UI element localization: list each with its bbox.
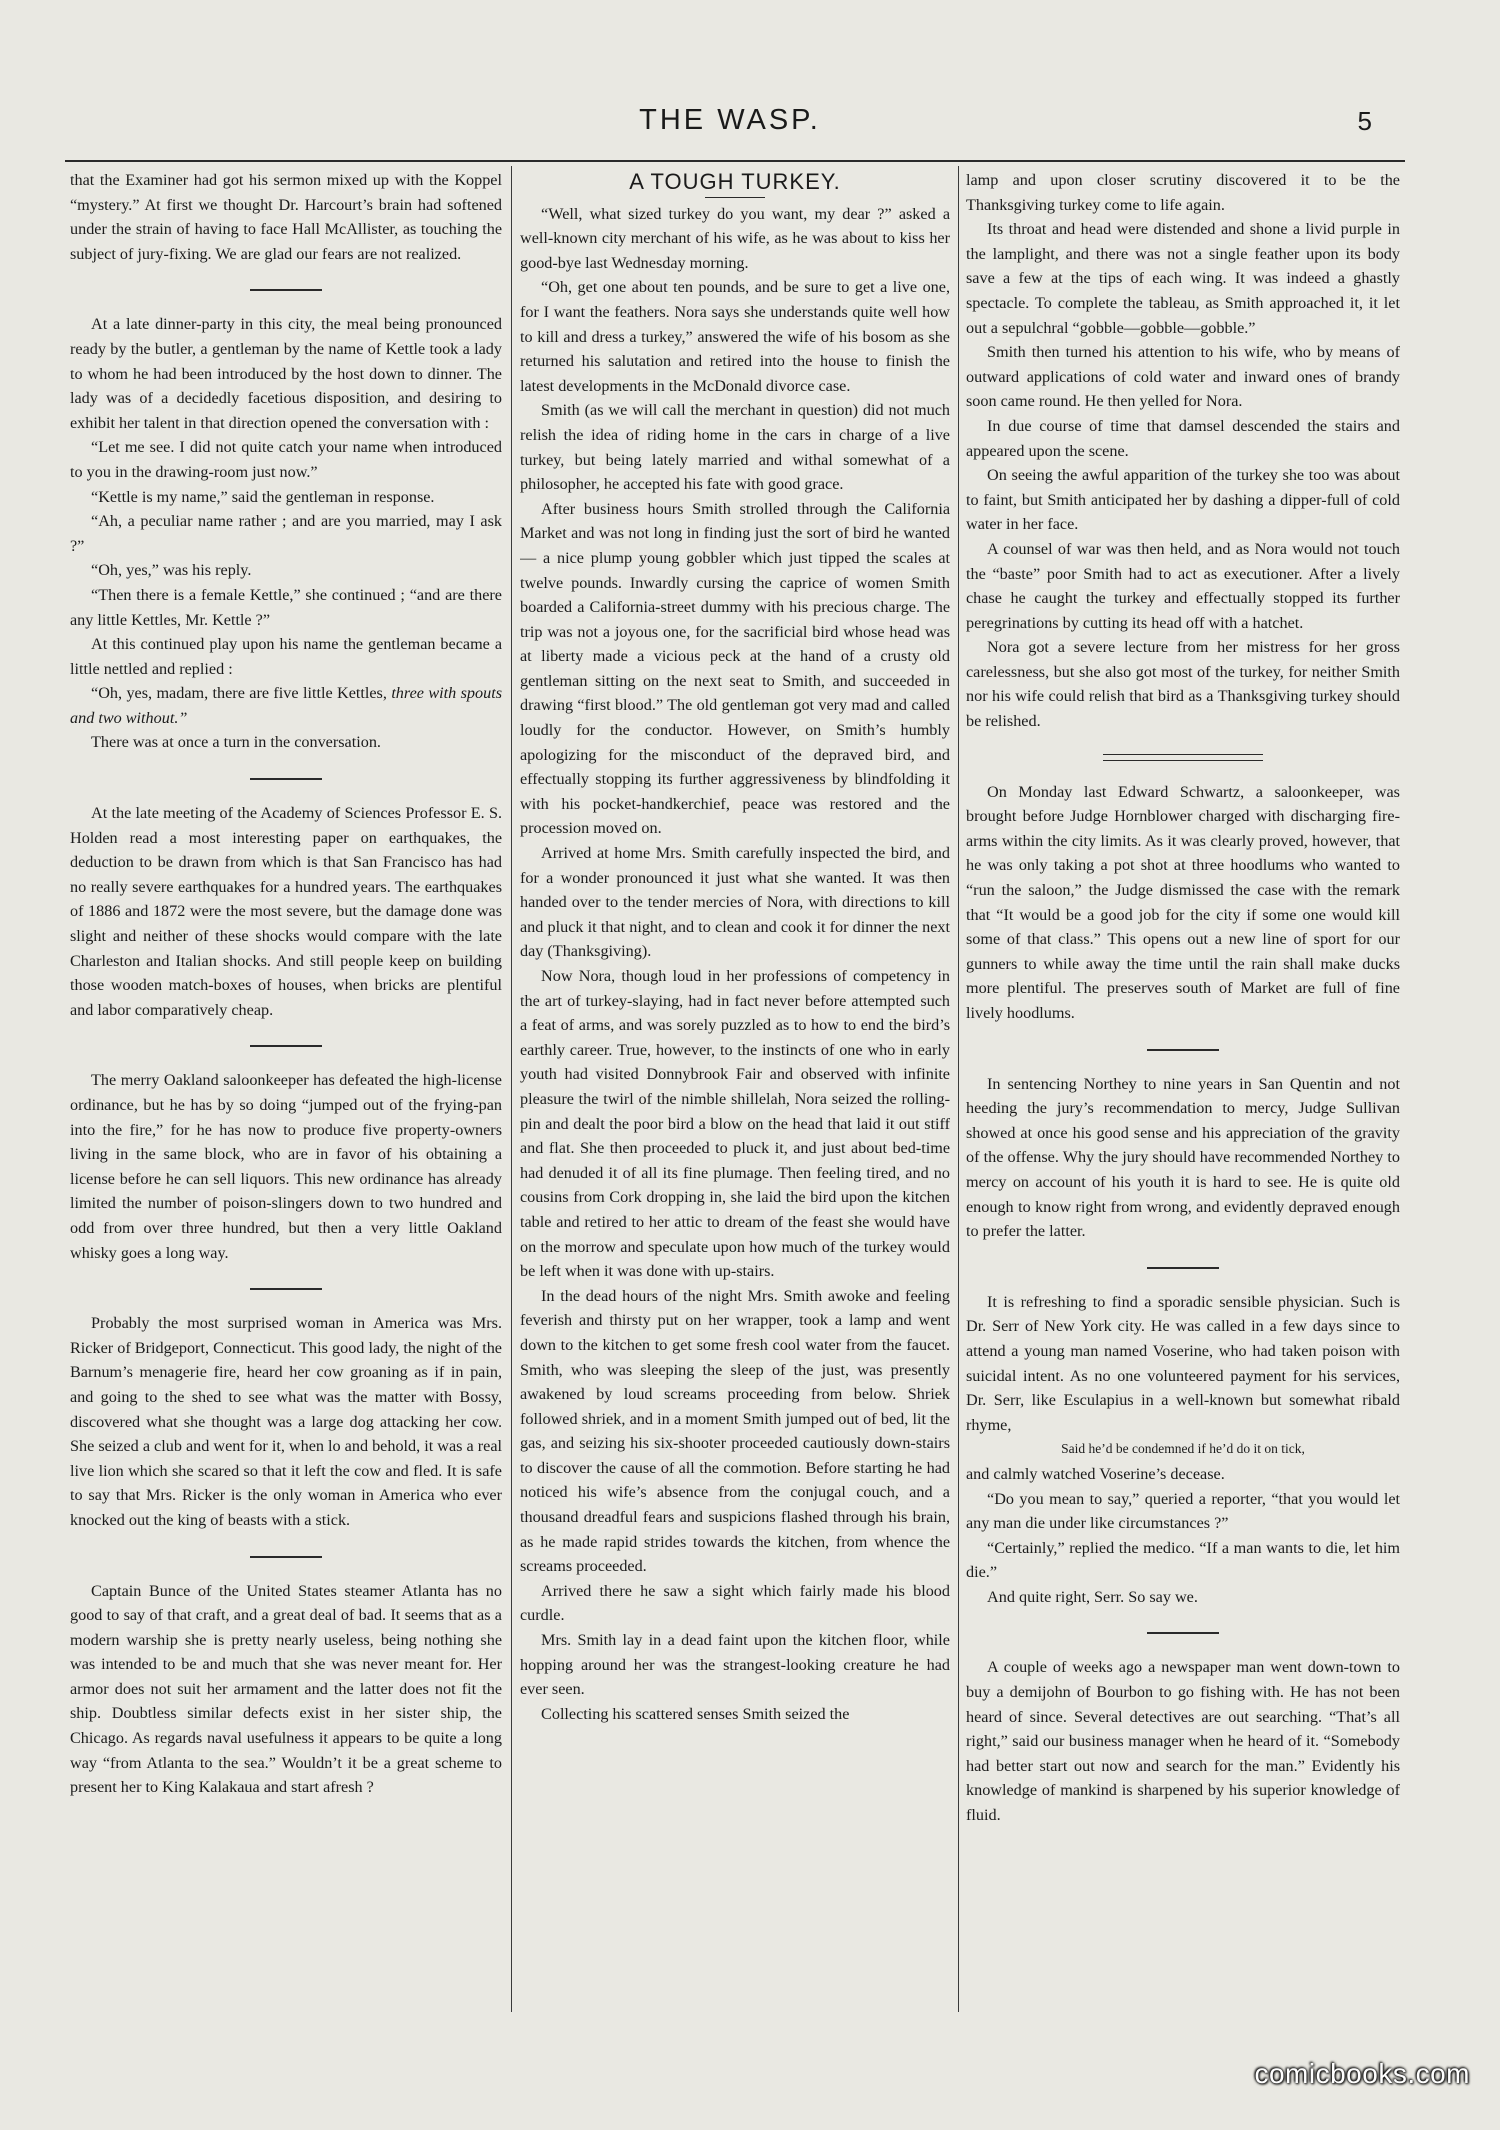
paragraph: that the Examiner had got his sermon mixed up with the Koppel “mystery.” At first we thought Dr. Harcourt’s brain had softened under the strain of having to face Hall McAllister, as touching the subject of jury-fixing. We are glad our fears are not realized.	[70, 171, 502, 263]
watermark: comicbooks.com	[1254, 2058, 1470, 2089]
paragraph: A couple of weeks ago a newspaper man went down-town to buy a demijohn of Bourbon to go fishing with. He has not been heard of since. Several detectives are out searching. “That’s all right,” said our business manager when he heard of it. “Somebody had better start out now and search for the man.” Evidently his knowledge of mankind is sharpened by his superior knowledge of fluid.	[966, 1658, 1400, 1825]
column-divider	[511, 166, 512, 2012]
paragraph: “Then there is a female Kettle,” she continued ; “and are there any little Kettles, Mr. Kettle ?”	[70, 585, 502, 629]
paragraph: There was at once a turn in the conversation.	[91, 733, 381, 752]
verse-line: Said he’d be condemned if he’d do it on tick,	[1061, 1441, 1305, 1457]
paragraph	[70, 681, 502, 730]
page-header	[60, 100, 1400, 148]
separator-rule	[250, 289, 322, 291]
masthead-title: THE WASP.	[639, 104, 821, 136]
paragraph: The merry Oakland saloonkeeper has defeated the high-license ordinance, but he has by so doing “jumped out of the frying-pan into the fire,” for he has now to produce five property-owners living in the same block, who are in favor of his obtaining a license before he can sell liquors. This new ordinance has already limited the number of poison-slingers down to two hundred and odd from over three hundred, but then a very little Oakland whisky goes a long way.	[70, 1071, 502, 1262]
separator-rule	[1147, 1049, 1219, 1051]
header-rule	[65, 160, 1405, 162]
paragraph: and calmly watched Voserine’s decease.	[966, 1464, 1225, 1483]
paragraph: Probably the most surprised woman in America was Mrs. Ricker of Bridgeport, Connecticut. This good lady, the night of the Barnum’s menagerie fire, heard her cow groaning as if in pain, and going to the shed to see what was the matter with Bossy, discovered what she thought was a large dog attacking her cow. She seized a club and went for it, when lo and behold, it was a real live lion which she scared so that it left the cow and fled. It is safe to say that Mrs. Ricker is the only woman in America who ever knocked out the king of beasts with a stick.	[70, 1314, 502, 1529]
paragraph: “Certainly,” replied the medico. “If a man wants to die, let him die.”	[966, 1538, 1400, 1582]
paragraph: In sentencing Northey to nine years in San Quentin and not heeding the jury’s recommendation to mercy, Judge Sullivan showed at once his good sense and his appreciation of the gravity of the offense. Why the jury should have recommended Northey to mercy on account of his youth it is hard to see. He is quite old enough to know right from wrong, and evidently depraved enough to prefer the latter.	[966, 1074, 1400, 1241]
paragraph: Smith (as we will call the merchant in question) did not much relish the idea of riding home in the cars in charge of a live turkey, but being lately married and withal somewhat of a philosopher, he accepted his fate with good grace.	[520, 401, 950, 494]
paragraph: “Do you mean to say,” queried a reporter, “that you would let any man die under like circumstances ?”	[966, 1489, 1400, 1533]
separator-rule	[250, 1556, 322, 1558]
separator-rule	[1147, 1632, 1219, 1634]
separator-rule	[250, 778, 322, 780]
title-rule	[705, 197, 765, 198]
paragraph: A counsel of war was then held, and as Nora would not touch the “baste” poor Smith had to act as executioner. After a lively chase he caught the turkey and effectually stopped its further peregrinations by cutting its head off with a hatchet.	[966, 539, 1400, 632]
paragraph: In due course of time that damsel descended the stairs and appeared upon the scene.	[966, 416, 1400, 460]
paragraph: At this continued play upon his name the gentleman became a little nettled and replied :	[70, 635, 502, 678]
paragraph: Smith then turned his attention to his wife, who by means of outward applications of cold water and inward ones of brandy soon came round. He then yelled for Nora.	[966, 343, 1400, 411]
column-right	[966, 168, 1400, 2012]
paragraph: Captain Bunce of the United States steamer Atlanta has no good to say of that craft, and a great deal of bad. It seems that as a modern warship she is pretty nearly useless, being nothing she was intended to be and much that she was never meant for. Her armor does not suit her armament and the latter does not fit the ship. Doubtless similar defects exist in her sister ship, the Chicago. As regards naval usefulness it appears to be quite a long way “from Atlanta to the sea.” Wouldn’t it be a great scheme to present her to King Kalakaua and start afresh ?	[70, 1581, 502, 1797]
paragraph: “Oh, yes,” was his reply.	[91, 561, 252, 580]
paragraph: On Monday last Edward Schwartz, a saloonkeeper, was brought before Judge Hornblower charged with discharging fire-arms within the city limits. As it was clearly proved, however, that he was only taking a pot shot at three hoodlums who wanted to “run the saloon,” the Judge dismissed the case with the remark that “It would be a good job for the city if some one would kill some of that class.” This opens out a new line of sport for our gunners to while away the time until the rain shall make ducks more plentiful. The preserves south of Market are full of fine lively hoodlums.	[966, 782, 1400, 1022]
separator-rule	[1147, 1267, 1219, 1269]
column-divider	[958, 166, 959, 2012]
quote-text: “Oh, yes, madam, there are five little Kettles,	[91, 684, 387, 703]
paragraph: “Well, what sized turkey do you want, my dear ?” asked a well-known city merchant of his wife, as he was about to kiss her good-bye last Wednesday morning.	[520, 204, 950, 272]
paragraph: “Ah, a peculiar name rather ; and are you married, may I ask ?”	[70, 512, 502, 555]
paragraph: “Kettle is my name,” said the gentleman in response.	[91, 487, 435, 506]
paragraph: Collecting his scattered senses Smith seized the	[541, 1704, 850, 1723]
article-title: A TOUGH TURKEY.	[629, 169, 841, 194]
paragraph: And quite right, Serr. So say we.	[987, 1587, 1198, 1606]
column-left	[70, 168, 502, 2012]
paragraph: Arrived there he saw a sight which fairly made his blood curdle.	[520, 1581, 950, 1625]
paragraph: On seeing the awful apparition of the turkey she too was about to faint, but Smith anticipated her by dashing a dipper-full of cold water in her face.	[966, 466, 1400, 534]
paragraph: At a late dinner-party in this city, the meal being pronounced ready by the butler, a gentleman by the name of Kettle took a lady to whom he had been introduced by the host down to dinner. The lady was of a decidedly facetious disposition, and desiring to exhibit her talent in that direction opened the conversation with :	[70, 315, 502, 432]
paragraph: Nora got a severe lecture from her mistress for her gross carelessness, but she also got most of the turkey, for neither Smith nor his wife could relish that bird as a Thanksgiving turkey should be relished.	[966, 638, 1400, 731]
double-separator-rule	[1103, 754, 1263, 761]
separator-rule	[250, 1045, 322, 1047]
paragraph: In the dead hours of the night Mrs. Smith awoke and feeling feverish and thirsty put on her wrapper, took a lamp and went down to the kitchen to get some fresh cool water from the faucet. Smith, who was sleeping the sleep of the just, was presently awakened by loud screams proceeding from below. Shriek followed shriek, and in a moment Smith jumped out of bed, lit the gas, and seizing his six-shooter proceeded cautiously down-stairs to discover the cause of all the commotion. Before starting he had noticed his wife’s absence from the conjugal couch, and a thousand dreadful fears and suspicions flashed through his brain, as he made rapid strides towards the kitchen, from whence the screams proceeded.	[520, 1286, 950, 1576]
page-number: 5	[1357, 106, 1372, 136]
paragraph: Arrived at home Mrs. Smith carefully inspected the bird, and for a wonder pronounced it just what she wanted. It was then handed over to the tender mercies of Nora, with directions to kill and pluck it that night, and to clean and cook it for dinner the next day (Thanksgiving).	[520, 844, 950, 961]
paragraph: After business hours Smith strolled through the California Market and was not long in finding just the sort of bird he wanted — a nice plump young gobbler which just tipped the scales at twelve pounds. Inwardly cursing the caprice of women Smith boarded a California-street dummy with his precious charge. The trip was not a joyous one, for the sacrificial bird whose head was at liberty made a vicious peck at the hand of a crusty old gentleman sitting on the next seat to Smith, and succeeded in drawing “first blood.” The old gentleman got very mad and called loudly for the conductor. However, on Smith’s humbly apologizing for the misconduct of the depraved bird, and effectually stopping its further aggressiveness by blindfolding it with his pocket-handkerchief, peace was restored and the procession moved on.	[520, 499, 950, 838]
paragraph: Its throat and head were distended and shone a livid purple in the lamplight, and there was not a single feather upon its body save a few at the tips of each wing. It was indeed a ghastly spectacle. To complete the tableau, as Smith approached it, it let out a sepulchral “gobble—gobble—gobble.”	[966, 220, 1400, 337]
separator-rule	[250, 1288, 322, 1290]
paragraph: Mrs. Smith lay in a dead faint upon the kitchen floor, while hopping around her was the strangest-looking creature he had ever seen.	[520, 1631, 950, 1699]
column-middle	[520, 168, 950, 2012]
paragraph: “Let me see. I did not quite catch your name when introduced to you in the drawing-room just now.”	[70, 438, 502, 481]
paragraph: lamp and upon closer scrutiny discovered it to be the Thanksgiving turkey come to life again.	[966, 171, 1400, 214]
paragraph: At the late meeting of the Academy of Sciences Professor E. S. Holden read a most interesting paper on earthquakes, the deduction to be drawn from which is that San Francisco has had no really severe earthquakes for a hundred years. The earthquakes of 1886 and 1872 were the most severe, but the damage done was slight and neither of these shocks would compare with the late Charleston and Italian shocks. And still people keep on building those wooden match-boxes of houses, when bricks are plentiful and labor comparatively cheap.	[70, 804, 502, 1019]
italic-quote: three with spouts and two without.”	[70, 684, 502, 727]
paragraph: “Oh, get one about ten pounds, and be sure to get a live one, for I want the feathers. Nora says she understands quite well how to kill and dress a turkey,” answered the wife of his bosom as she returned his salutation and retired into the house to finish the latest developments in the McDonald divorce case.	[520, 278, 950, 395]
paragraph: It is refreshing to find a sporadic sensible physician. Such is Dr. Serr of New York city. He was called in a few days since to attend a young man named Voserine, who had taken poison with suicidal intent. As no one volunteered payment for his services, Dr. Serr, like Esculapius in a well-known but somewhat ribald rhyme,	[966, 1292, 1400, 1434]
paragraph: Now Nora, though loud in her professions of competency in the art of turkey-slaying, had in fact never before attempted such a feat of arms, and was sorely puzzled as to how to end the bird’s earthly career. True, however, to the instincts of one who in early youth had visited Donnybrook Fair and observed with infinite pleasure the twirl of the nimble shillelah, Nora seized the rolling-pin and dealt the poor bird a blow on the head that laid it out stiff and flat. She then proceeded to pluck it, and just about bed-time had denuded it of all its fine plumage. Then feeling tired, and no cousins from Cork dropping in, she laid the bird upon the kitchen table and retired to her attic to dream of the feast she would have on the morrow and speculate upon how much of the turkey would be left when it was done with up-stairs.	[520, 967, 950, 1281]
